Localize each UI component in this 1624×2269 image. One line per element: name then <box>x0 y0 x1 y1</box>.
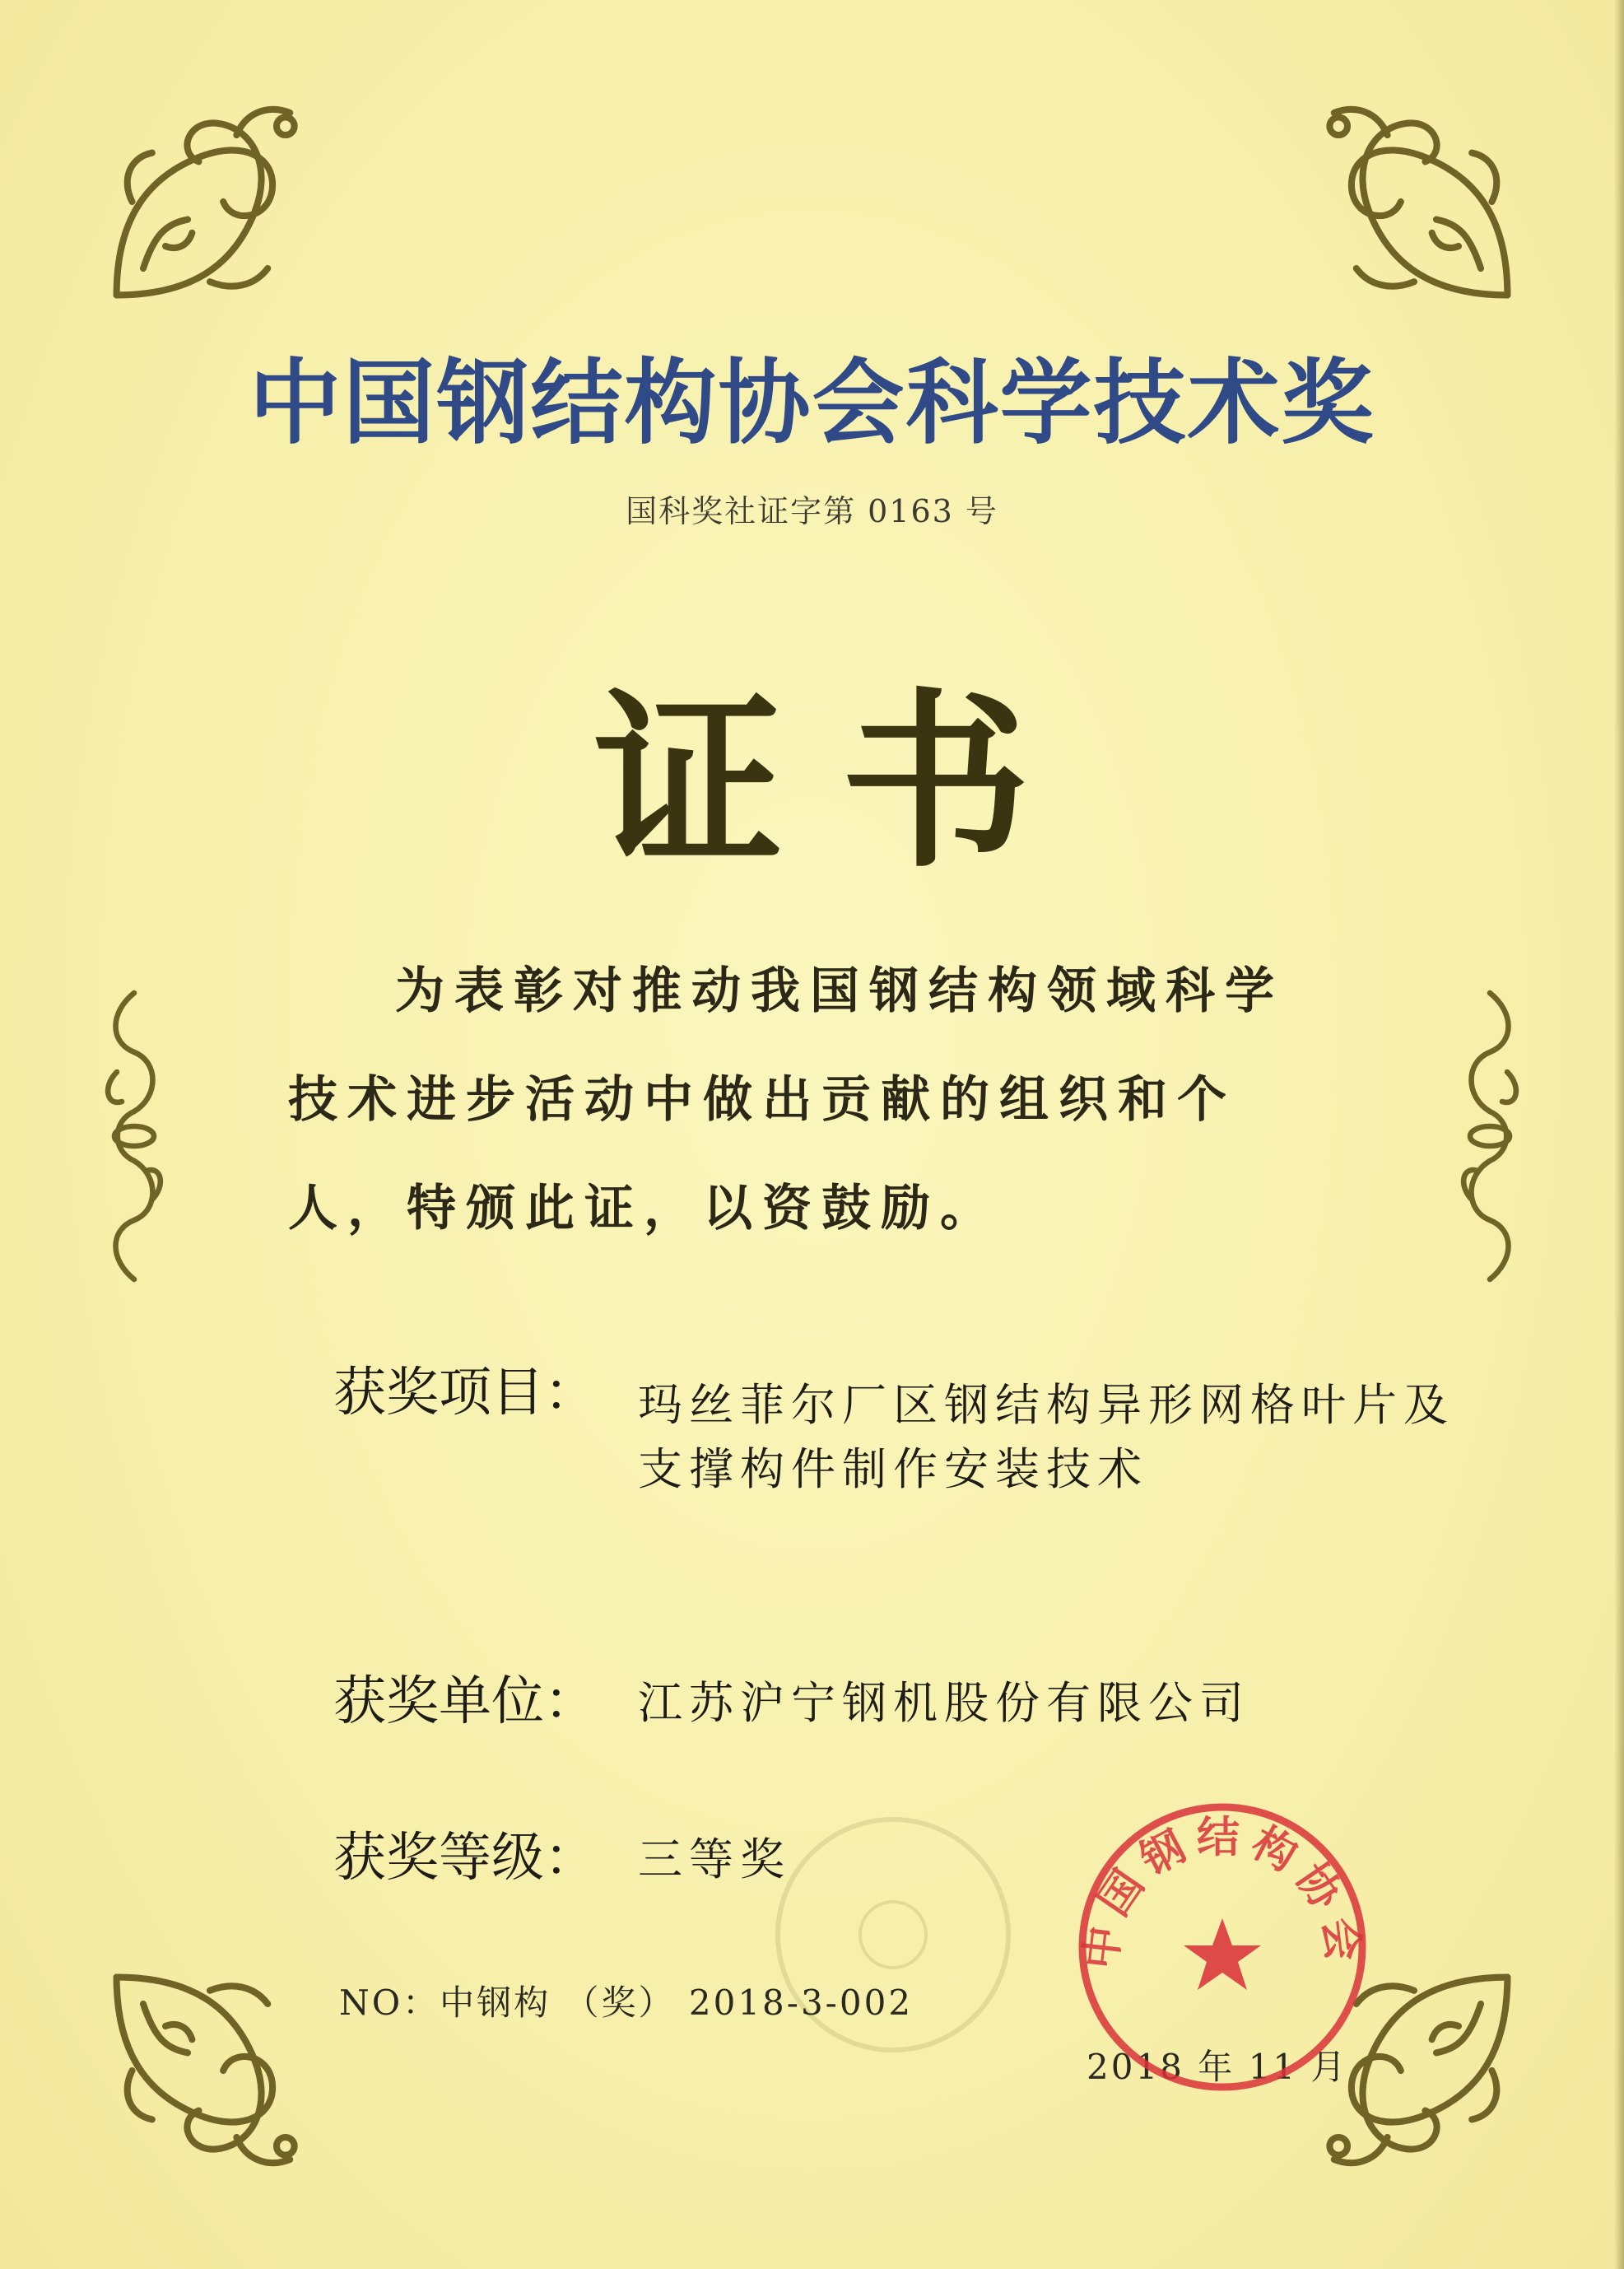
project-label: 获奖项目： <box>333 1363 597 1423</box>
official-seal <box>1070 1795 1375 2103</box>
grade-value: 三等奖 <box>638 1833 791 1885</box>
commendation-text: 为表彰对推动我国钢结构领域科学技术进步活动中做出贡献的组织和个人，特颁此证，以资鼓励。 <box>288 962 1284 1237</box>
corner-ornament-top-left <box>99 91 321 313</box>
certificate-heading: 证书 <box>593 671 1088 893</box>
certificate-number: 国科奖社证字第 0163 号 <box>626 493 998 529</box>
unit-value: 江苏沪宁钢机股份有限公司 <box>638 1677 1250 1729</box>
issue-date: 2018 年 11 月 <box>1087 2047 1348 2087</box>
seal-text: 中国钢结构协会 <box>1076 1813 1369 1972</box>
corner-ornament-bottom-left <box>99 1959 321 2182</box>
unit-label: 获奖单位： <box>333 1671 597 1732</box>
star-icon <box>1184 1918 1261 1990</box>
reference-number: NO：中钢构 （奖） 2018-3-002 <box>339 1982 914 2023</box>
grade-label: 获奖等级： <box>333 1828 597 1889</box>
project-value: 玛丝菲尔厂区钢结构异形网格叶片及支撑构件制作安装技术 <box>638 1379 1454 1495</box>
side-ornament-right <box>1453 988 1527 1284</box>
side-ornament-left <box>97 988 171 1284</box>
corner-ornament-top-right <box>1303 91 1525 313</box>
award-title: 中国钢结构协会科学技术奖 <box>249 350 1375 457</box>
